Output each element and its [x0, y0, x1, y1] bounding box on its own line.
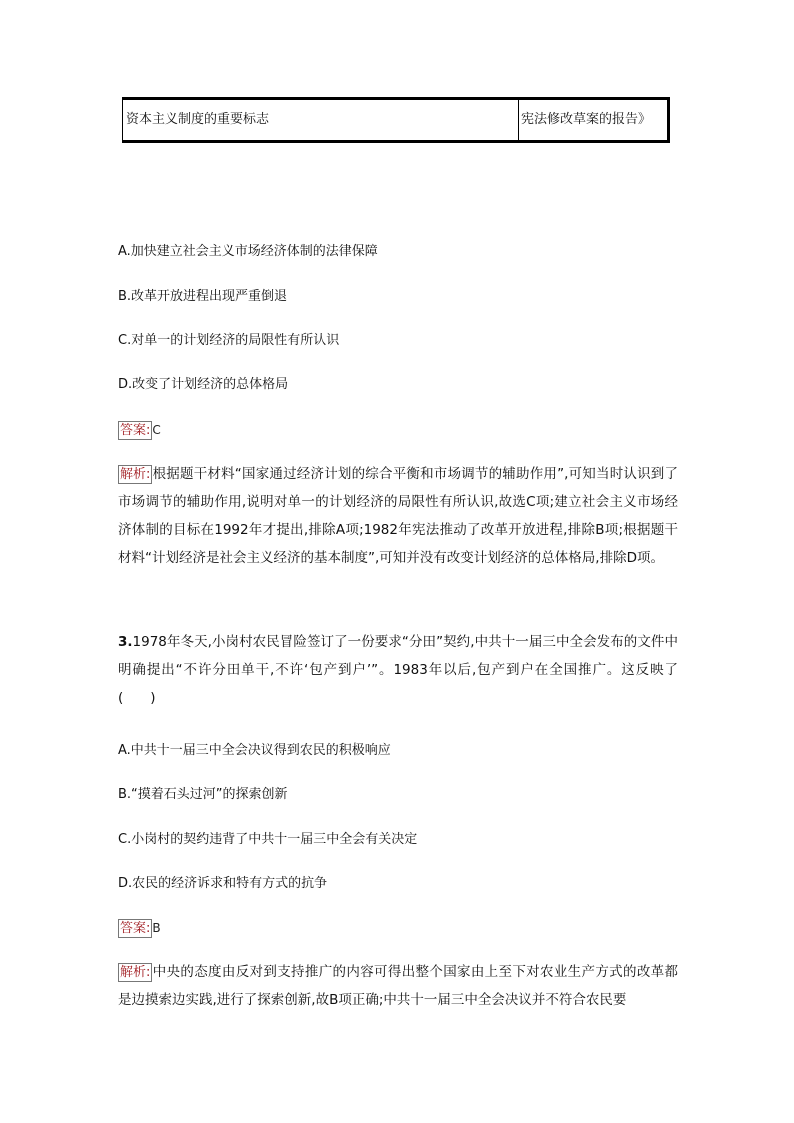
answer-label: 答案: [120, 921, 151, 936]
question-stem: 1978年冬天,小岗村农民冒险签订了一份要求“分田”契约,中共十一届三中全会发布的文件中明确提出“不许分田单干,不许‘包产到户’”。1983年以后,包产到户在全国推广。这反映了( ) [118, 634, 678, 706]
answer-value: B [152, 921, 161, 935]
answer-value: C [152, 423, 161, 437]
q2-option-b: B.改革开放进程出现严重倒退 [118, 289, 288, 304]
analysis-text: 中央的态度由反对到支持推广的内容可得出整个国家由上至下对农业生产方式的改革都是边摸索边实践,进行了探索创新,故B项正确;中共十一届三中全会决议并不符合农民要 [118, 964, 678, 1008]
table-fragment [122, 97, 670, 143]
q3-option-d: D.农民的经济诉求和特有方式的抗争 [118, 876, 328, 891]
q3-option-a: A.中共十一届三中全会决议得到农民的积极响应 [118, 743, 391, 758]
analysis-label: 解析: [120, 467, 151, 482]
q3-answer [118, 919, 161, 938]
q2-option-c: C.对单一的计划经济的局限性有所认识 [118, 333, 340, 348]
q3-stem [118, 628, 678, 712]
q2-option-d: D.改变了计划经济的总体格局 [118, 377, 289, 392]
q2-answer [118, 421, 161, 440]
analysis-label: 解析: [120, 965, 151, 980]
q2-analysis [118, 460, 678, 572]
q3-option-c: C.小岗村的契约违背了中共十一届三中全会有关决定 [118, 832, 418, 847]
answer-label: 答案: [120, 423, 151, 438]
q3-analysis [118, 958, 678, 1014]
analysis-text: 根据题干材料“国家通过经济计划的综合平衡和市场调节的辅助作用”,可知当时认识到了市场调节的辅助作用,说明对单一的计划经济的局限性有所认识,故选C项;建立社会主义市场经济体制的目标在1992年才提出,排除A项;1982年宪法推动了改革开放进程,排除B项;根据题干材料“计划经济是社会主义经济的基本制度”,可知并没有改变计划经济的总体格局,排除D项。 [118, 466, 678, 566]
q3-option-b: B.“摸着石头过河”的探索创新 [118, 787, 288, 802]
table-cell-left: 资本主义制度的重要标志 [123, 100, 519, 140]
table-cell-right: 宪法修改草案的报告》 [521, 112, 652, 127]
question-number: 3. [118, 634, 133, 650]
q2-option-a: A.加快建立社会主义市场经济体制的法律保障 [118, 244, 378, 259]
